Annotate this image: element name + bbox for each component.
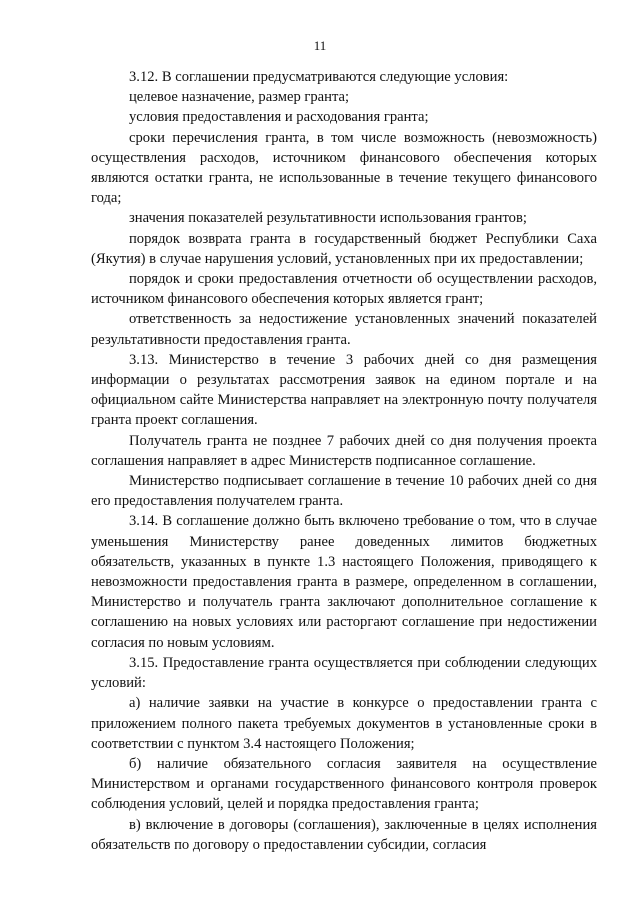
paragraph-ministry-signing: Министерство подписывает соглашение в течение 10 рабочих дней со дня его предоставления получателем гранта. [91,473,597,510]
condition-v: в) включение в договоры (соглашения), заключенные в целях исполнения обязательств по договору о предоставлении субсидии, согласия [91,816,597,853]
paragraph-3-12: 3.12. В соглашении предусматриваются следующие условия: [129,69,509,85]
list-item-responsibility: ответственность за недостижение установленных значений показателей результативности предоставления гранта. [91,311,597,348]
list-item-indicators: значения показателей результативности использования грантов; [129,210,527,227]
list-item-reporting: порядок и сроки предоставления отчетности об осуществлении расходов, источником финансового обеспечения которых является грант; [91,271,597,308]
paragraph-3-15: 3.15. Предоставление гранта осуществляется при соблюдении следующих условий: [91,654,597,692]
page-number: 11 [313,38,327,53]
condition-a: а) наличие заявки на участие в конкурсе о предоставлении гранта с приложением полного пакета требуемых документов в установленные сроки в соответствии с пунктом 3.4 настоящего Положения; [91,695,597,752]
paragraph-3-14: 3.14. В соглашение должно быть включено требование о том, что в случае уменьшения Министерству ранее доведенных лимитов бюджетных обязательств, указанных в пункте 1.3 настоящего Положения, приводящего к невозможности предоставления гранта в размере, определенном в соглашении, Министерство и получатель гранта заключают дополнительное соглашение к соглашению на новых условиях или расторгают соглашение при недостижении согласия по новым условиям. [91,513,597,651]
list-item-purpose: целевое назначение, размер гранта; [129,89,350,106]
paragraph-3-13: 3.13. Министерство в течение 3 рабочих дней со дня размещения информации о результатах рассмотрения заявок на едином портале и на официальном сайте Министерства направляет на электронную почту получателя гранта проект соглашения. [91,351,597,429]
list-item-conditions: условия предоставления и расходования гранта; [129,109,429,126]
list-item-transfer-terms: сроки перечисления гранта, в том числе возможность (невозможность) осуществления расходов, источником финансового обеспечения которых являются остатки гранта, не использованные в течение текущего финансового года; [91,129,597,207]
document-body [91,67,597,855]
condition-b: б) наличие обязательного согласия заявителя на осуществление Министерством и органами государственного финансового контроля проверок соблюдения условий, целей и порядка предоставления гранта; [91,755,597,813]
paragraph-recipient-signing: Получатель гранта не позднее 7 рабочих дней со дня получения проекта соглашения направляет в адрес Министерств подписанное соглашение. [91,432,597,469]
list-item-return-procedure: порядок возврата гранта в государственный бюджет Республики Саха (Якутия) в случае нарушения условий, установленных при их предоставлении; [91,230,597,267]
